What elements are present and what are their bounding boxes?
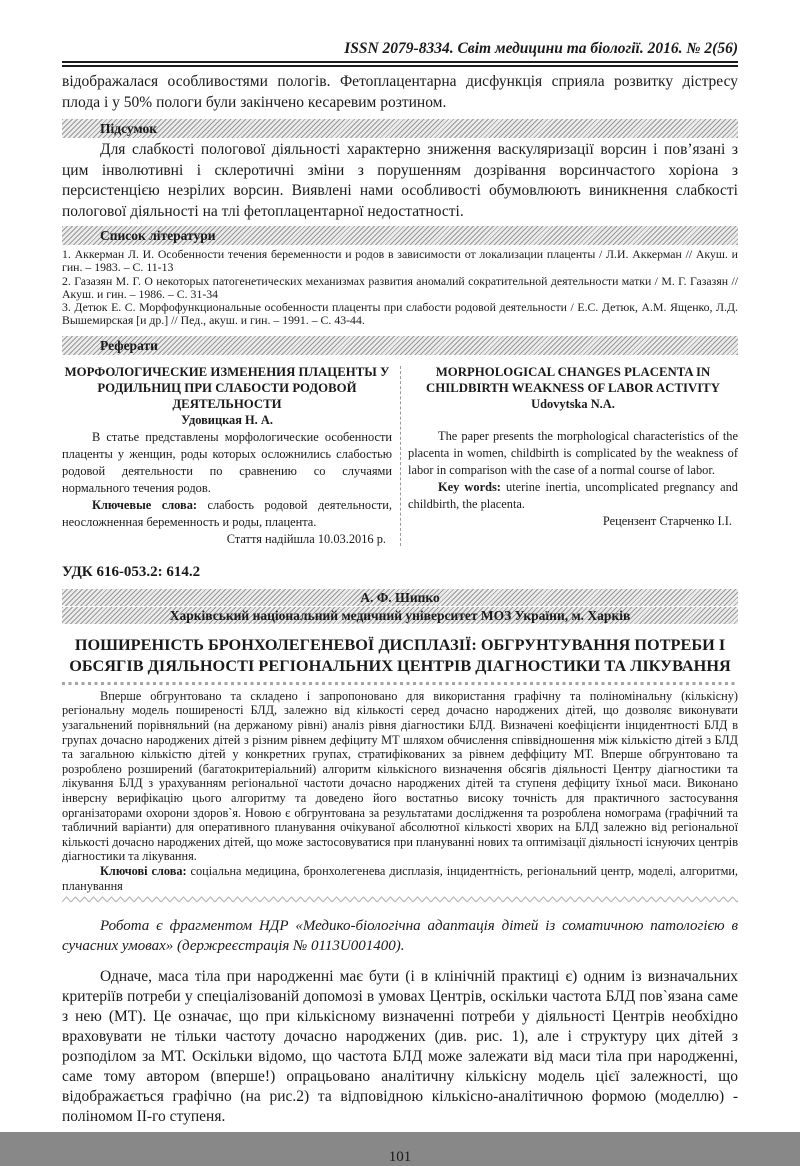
- references-list: [62, 248, 738, 328]
- page-content: [62, 0, 738, 1166]
- article-author-bar: А. Ф. Шипко: [62, 589, 738, 606]
- page-number: 101: [388, 1149, 412, 1166]
- article-affiliation-bar: Харківський національний медичний університет МОЗ України, м. Харків: [62, 607, 738, 624]
- column-divider: [400, 366, 401, 546]
- header-rule: [62, 61, 738, 67]
- diamond-divider: [62, 682, 738, 685]
- article-body: Одначе, маса тіла при народженні має бути (і в клінічній практиці є) одним із визначальних критеріїв потреби у спеціалізованій допомозі в умовах Центрів, оскільки частота БЛД пов`язана саме з нею (МТ). Це означає, що при кількісному визначенні потреби у діяльності Центрів необхідно враховувати не тільки частоту дочасно народжених (див. рис. 1), але і структуру цих дітей з розподілом за МТ. Оскільки відомо, що частота БЛД може залежати від маси тіла при народженні, саме тому автором (вперше!) опрацьовано аналітичну кількісну модель цієї залежності, що відображається графічно (на рис.2) та відповідною кількісно-аналітичною формою (моделлю) - поліномом ІІ-го ступеня.: [62, 968, 738, 1126]
- article-keywords-label: Ключові слова:: [100, 863, 187, 878]
- summary-paragraph: Для слабкості пологової діяльності характерно зниження васкуляризації ворсин і пов’язані з цим інволютивні і склеротичні зміни з порушенням дозрівання ворсинчастого хоріона з персистенцією незрілих ворсин. Виявлені нами особливості обумовлюють виникнення слабкості пологової діяльності на тлі фетоплацентарної недостатності.: [62, 141, 738, 220]
- journal-issn-header: ISSN 2079-8334. Світ медицини та біології. 2016. № 2(56): [344, 40, 738, 57]
- abstract-ru-keywords-text: слабость родовой деятельности, неосложненная беременность и роды, плацента.: [62, 497, 392, 529]
- abstract-received-date: Стаття надійшла 10.03.2016 р.: [226, 531, 386, 546]
- article-keywords: [62, 864, 738, 893]
- references-section-header: Список літератури: [62, 226, 738, 245]
- abstract-en-head: [408, 364, 738, 428]
- abstract-en-keywords-label: Key words:: [438, 479, 501, 494]
- abstracts-section-header: Реферати: [62, 336, 738, 355]
- work-note: Робота є фрагментом НДР «Медико-біологічна адаптація дітей із соматичною патологією в сучасних умовах» (держреєстрація № 0113U001400).: [62, 918, 738, 955]
- article-title: ПОШИРЕНІСТЬ БРОНХОЛЕГЕНЕВОЇ ДИСПЛАЗІЇ: ОБГРУНТУВАННЯ ПОТРЕБИ І ОБСЯГІВ ДІЯЛЬНОСТІ РЕГІОНАЛЬНИХ ЦЕНТРІВ ДІАГНОСТИКИ ТА ЛІКУВАННЯ: [69, 634, 731, 675]
- abstract-en-keywords: [408, 479, 738, 513]
- abstract-ru-keywords: [62, 497, 392, 531]
- intro-paragraph: відображалася особливостями пологів. Фетоплацентарна дисфункція сприяла розвитку дістресу плода і у 50% пологи були закінчено кесаревим розтином.: [62, 73, 738, 111]
- abstract-en-column: [408, 364, 738, 548]
- article-author-block: [62, 589, 738, 624]
- abstracts-columns: [62, 364, 738, 548]
- abstract-en-author: Udovytska N.A.: [531, 396, 615, 411]
- abstract-ru-column: [62, 364, 392, 548]
- reference-item: 2. Газазян М. Г. О некоторых патогенетических механизмах развития аномалий сократительной деятельности матки / М. Г. Газазян // Акуш. и гин. – 1986. – С. 31-34: [62, 273, 738, 301]
- article-abstract: Вперше обгрунтовано та складено і запропоновано для використання графічну та поліномінальну (кількісну) регіональну модель поширеності БЛД, залежно від кількості серед дочасно народжених дітей, що дозволяє виконувати узагальнений порівняльний (на держаному рівні) аналіз рівня діагностики БЛД. Визначені коефіцієнти інцидентності БЛД в групах дочасно народжених дітей з різним рівнем дефіциту МТ шляхом обчислення співвідношення між кількістю дітей з БЛД та загальною кількістю дітей у конкретних групах, стратифікованих за рівнем деффіциту МТ. Вперше обгрунтовано та розроблено розширений (багатокритеріальний) алгоритм кількісного визначення обсягів діяльності Центру діагностики та лікування БЛД з урахуванням регіональної частоти дочасно народжених дітей та ступеня дефіциту їхньої маси. Виконано інверсну верифікацію цього алгоритму та доведено його востатньо високу точність для практичного застосування організаторами охорони здоров`я. Новою є обгрунтована за результатами дослідження та розроблена номограма (графічний та табличний варіанти) для оперативного планування очікуваної абсолютної кількості хворих на БЛД залежно від регіональної кількості дочасно народжених дітей, що може застосовуватися при плануванні нових та оптимізації діяльності існуючих центрів діагностики та лікування.: [62, 688, 738, 864]
- reference-item: 1. Аккерман Л. И. Особенности течения беременности и родов в зависимости от локализации плаценты / Л.И. Аккерман // Акуш. и гин. – 1983. – С. 11-13: [62, 247, 738, 275]
- article-keywords-text: соціальна медицина, бронхолегенева дисплазія, інцидентність, регіональний центр, моделі, алгоритми, планування: [62, 863, 739, 893]
- abstract-ru-author: Удовицкая Н. А.: [181, 412, 273, 427]
- abstract-en-body: The paper presents the morphological characteristics of the placenta in women, childbirth is complicated by the weakness of labor in comparison with the case of a normal course of labor.: [408, 428, 738, 477]
- summary-section-header: Підсумок: [62, 119, 738, 138]
- udc-code: УДК 616-053.2: 614.2: [62, 563, 201, 580]
- zigzag-divider: [62, 896, 738, 903]
- abstract-en-title: MORPHOLOGICAL CHANGES PLACENTA IN CHILDBIRTH WEAKNESS OF LABOR ACTIVITY: [426, 364, 720, 395]
- abstract-ru-title: МОРФОЛОГИЧЕСКИЕ ИЗМЕНЕНИЯ ПЛАЦЕНТЫ У РОДИЛЬНИЦ ПРИ СЛАБОСТИ РОДОВОЙ ДЕЯТЕЛЬНОСТИ: [64, 364, 390, 411]
- reference-item: 3. Детюк Е. С. Морфофункциональные особенности плаценты при слабости родовой деятельности / Е.С. Детюк, А.М. Ященко, Л.Д. Вышемирская [и др.] // Пед., акуш. и гин. – 1991. – С. 43-44.: [62, 300, 738, 328]
- abstract-ru-body: В статье представлены морфологические особенности плаценты у женщин, роды которых осложнились слабостью родовой деятельности по сравнению со случаями нормального течения родов.: [62, 429, 392, 495]
- abstract-ru-head: [62, 364, 392, 429]
- abstract-ru-keywords-label: Ключевые слова:: [92, 497, 198, 512]
- abstract-reviewer: Рецензент Старченко І.І.: [602, 513, 732, 528]
- abstract-en-keywords-text: uterine inertia, uncomplicated pregnancy and childbirth, the placenta.: [408, 479, 738, 511]
